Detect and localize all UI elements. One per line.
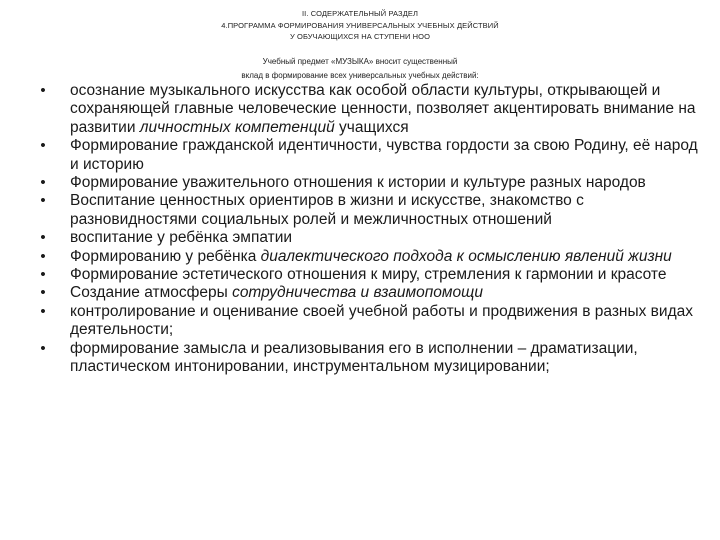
list-item-text	[70, 82, 696, 136]
list-item-text-plain: Формированию у ребёнка	[70, 247, 261, 265]
list-item-text-plain: воспитание у ребёнка эмпатии	[70, 229, 293, 247]
section-header	[0, 8, 720, 43]
bullet-icon: •	[40, 229, 46, 247]
list-item-text-plain: формирование замысла и реализовывания его в исполнении – драматизации, пластическом интонировании, инструментальном музицировании;	[70, 339, 638, 376]
list-item-text	[70, 340, 638, 375]
list-item-text	[70, 174, 646, 191]
intro-line-1: Учебный предмет «МУЗЫКА» вносит существенный	[262, 57, 458, 66]
list-item-text-plain: осознание музыкального искусства как особой области культуры, открывающей и сохраняющей главные человеческие ценности, позволяет акцентировать внимание на развитии	[70, 82, 696, 136]
bullet-icon: •	[40, 192, 46, 210]
header-line-1: II. СОДЕРЖАТЕЛЬНЫЙ РАЗДЕЛ	[301, 9, 418, 18]
bullet-list	[38, 82, 698, 377]
bullet-icon: •	[40, 339, 46, 357]
list-item	[38, 248, 698, 266]
bullet-icon: •	[40, 284, 46, 302]
list-item	[38, 284, 698, 302]
bullet-icon: •	[40, 174, 46, 192]
list-item	[38, 303, 698, 340]
list-item-text	[70, 192, 584, 227]
header-line-3: У ОБУЧАЮЩИХСЯ НА СТУПЕНИ НОО	[289, 32, 431, 41]
list-item-text	[70, 137, 698, 172]
list-item-text	[70, 229, 292, 246]
bullet-icon: •	[40, 137, 46, 155]
list-item-text-tail: учащихся	[334, 118, 409, 136]
list-item-text	[70, 284, 483, 301]
list-item-text-plain: контролирование и оценивание своей учебной работы и продвижения в разных видах деятельности;	[70, 302, 693, 339]
list-item	[38, 82, 698, 137]
list-item-text-plain: Создание атмосферы	[70, 284, 233, 302]
intro-line-2: вклад в формирование всех универсальных учебных действий:	[241, 71, 479, 80]
list-item-text-plain: Формирование уважительного отношения к истории и культуре разных народов	[70, 174, 646, 192]
list-item-text	[70, 303, 693, 338]
list-item	[38, 174, 698, 192]
intro-text	[0, 55, 720, 83]
list-item-text-italic: сотрудничества и взаимопомощи	[232, 284, 483, 302]
list-item-text-italic: диалектического подхода к осмыслению явлений жизни	[260, 247, 672, 265]
bullet-icon: •	[40, 82, 46, 99]
list-item-text	[70, 266, 666, 283]
list-item-text-plain: Воспитание ценностных ориентиров в жизни и искусстве, знакомство с разновидностями социальных ролей и межличностных отношений	[70, 192, 584, 228]
list-item-text-italic: личностных компетенций	[139, 118, 335, 136]
list-item-text	[70, 248, 672, 265]
list-item	[38, 266, 698, 284]
list-item	[38, 137, 698, 174]
list-item-text-plain: Формирование гражданской идентичности, чувства гордости за свою Родину, её народ и историю	[70, 137, 698, 173]
bullet-icon: •	[40, 302, 46, 320]
header-line-2: 4.ПРОГРАММА ФОРМИРОВАНИЯ УНИВЕРСАЛЬНЫХ УЧЕБНЫХ ДЕЙСТВИЙ	[221, 20, 499, 30]
list-item	[38, 192, 698, 229]
list-item	[38, 229, 698, 247]
bullet-icon: •	[40, 247, 46, 265]
list-item	[38, 340, 698, 377]
list-item-text-plain: Формирование эстетического отношения к миру, стремления к гармонии и красоте	[70, 266, 667, 284]
bullet-icon: •	[40, 266, 46, 284]
